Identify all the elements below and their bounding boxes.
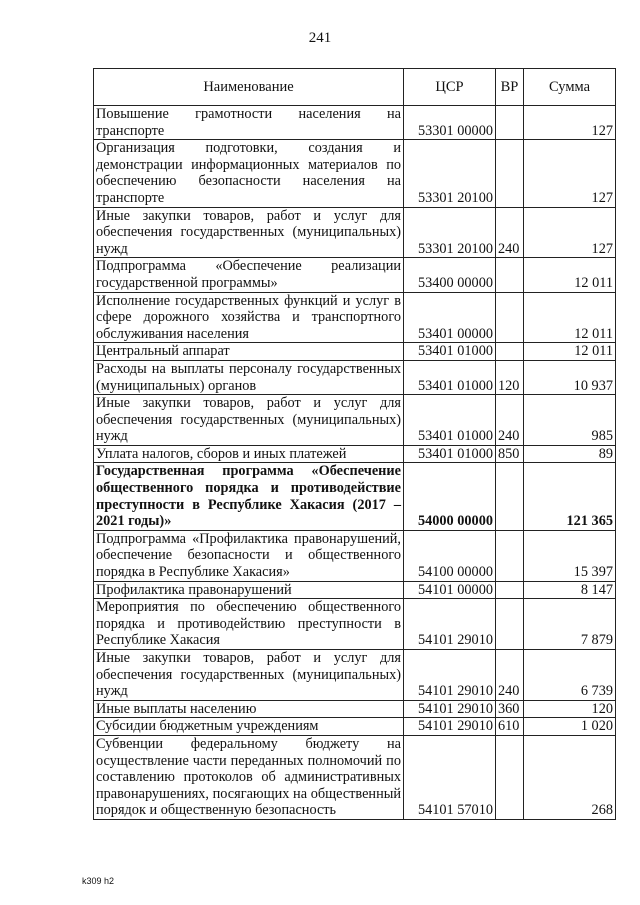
table-row — [94, 445, 616, 463]
cell-csr: 53400 00000 — [404, 258, 496, 292]
cell-sum: 7 879 — [524, 599, 616, 650]
cell-csr: 53401 00000 — [404, 292, 496, 343]
cell-sum: 127 — [524, 106, 616, 140]
cell-sum: 121 365 — [524, 463, 616, 530]
cell-vr: 120 — [496, 360, 524, 394]
cell-sum: 985 — [524, 395, 616, 446]
cell-csr: 53401 01000 — [404, 395, 496, 446]
header-vr: ВР — [496, 69, 524, 106]
footer-code: k309 h2 — [82, 876, 115, 886]
cell-sum: 8 147 — [524, 581, 616, 599]
table-row — [94, 395, 616, 446]
cell-csr: 53301 20100 — [404, 207, 496, 258]
cell-name: Иные закупки товаров, работ и услуг для обеспечения государственных (муниципальных) нужд — [94, 207, 404, 258]
table-row — [94, 700, 616, 718]
cell-csr: 54100 00000 — [404, 530, 496, 581]
cell-name: Исполнение государственных функций и услуг в сфере дорожного хозяйства и транспортного обслуживания населения — [94, 292, 404, 343]
cell-vr — [496, 735, 524, 819]
cell-vr: 850 — [496, 445, 524, 463]
table-row — [94, 581, 616, 599]
table-row — [94, 599, 616, 650]
cell-csr: 53401 01000 — [404, 445, 496, 463]
cell-name: Подпрограмма «Профилактика правонарушений, обеспечение безопасности и общественного порядка в Республике Хакасия» — [94, 530, 404, 581]
budget-table — [93, 68, 616, 820]
cell-sum: 6 739 — [524, 650, 616, 701]
cell-vr — [496, 292, 524, 343]
table-row — [94, 207, 616, 258]
header-name: Наименование — [94, 69, 404, 106]
cell-vr: 360 — [496, 700, 524, 718]
cell-name: Повышение грамотности населения на транспорте — [94, 106, 404, 140]
table-header-row — [94, 69, 616, 106]
cell-vr — [496, 258, 524, 292]
header-sum: Сумма — [524, 69, 616, 106]
cell-csr: 53301 00000 — [404, 106, 496, 140]
cell-csr: 53301 20100 — [404, 140, 496, 207]
cell-sum: 12 011 — [524, 292, 616, 343]
cell-vr — [496, 140, 524, 207]
cell-name: Подпрограмма «Обеспечение реализации государственной программы» — [94, 258, 404, 292]
table-row — [94, 735, 616, 819]
cell-vr: 610 — [496, 718, 524, 736]
cell-csr: 54101 29010 — [404, 700, 496, 718]
cell-sum: 268 — [524, 735, 616, 819]
cell-vr — [496, 530, 524, 581]
cell-name: Профилактика правонарушений — [94, 581, 404, 599]
cell-vr — [496, 106, 524, 140]
cell-name: Расходы на выплаты персоналу государственных (муниципальных) органов — [94, 360, 404, 394]
cell-name: Организация подготовки, создания и демонстрации информационных материалов по обеспечению безопасности населения на транспорте — [94, 140, 404, 207]
table-row — [94, 343, 616, 361]
cell-vr — [496, 599, 524, 650]
cell-sum: 12 011 — [524, 343, 616, 361]
table-row — [94, 258, 616, 292]
cell-csr: 54000 00000 — [404, 463, 496, 530]
cell-name: Государственная программа «Обеспечение общественного порядка и противодействие преступности в Республике Хакасия (2017 – 2021 годы)» — [94, 463, 404, 530]
table-row — [94, 360, 616, 394]
cell-sum: 15 397 — [524, 530, 616, 581]
cell-vr: 240 — [496, 207, 524, 258]
cell-name: Субвенции федеральному бюджету на осуществление части переданных полномочий по составлению протоколов об административных правонарушениях, посягающих на общественный порядок и общественную безопасность — [94, 735, 404, 819]
cell-name: Мероприятия по обеспечению общественного порядка и противодействию преступности в Республике Хакасия — [94, 599, 404, 650]
cell-name: Иные закупки товаров, работ и услуг для обеспечения государственных (муниципальных) нужд — [94, 395, 404, 446]
cell-sum: 127 — [524, 207, 616, 258]
table-row — [94, 106, 616, 140]
cell-sum: 12 011 — [524, 258, 616, 292]
cell-csr: 54101 57010 — [404, 735, 496, 819]
table-row — [94, 292, 616, 343]
cell-vr: 240 — [496, 650, 524, 701]
cell-csr: 54101 29010 — [404, 718, 496, 736]
cell-csr: 54101 00000 — [404, 581, 496, 599]
table-row — [94, 650, 616, 701]
cell-sum: 10 937 — [524, 360, 616, 394]
table-row — [94, 718, 616, 736]
cell-csr: 54101 29010 — [404, 650, 496, 701]
cell-csr: 54101 29010 — [404, 599, 496, 650]
header-csr: ЦСР — [404, 69, 496, 106]
table-body — [94, 106, 616, 820]
table-row — [94, 530, 616, 581]
table-row — [94, 140, 616, 207]
cell-name: Иные выплаты населению — [94, 700, 404, 718]
cell-vr — [496, 343, 524, 361]
cell-name: Уплата налогов, сборов и иных платежей — [94, 445, 404, 463]
cell-sum: 89 — [524, 445, 616, 463]
cell-sum: 120 — [524, 700, 616, 718]
cell-name: Субсидии бюджетным учреждениям — [94, 718, 404, 736]
page-number: 241 — [308, 30, 332, 46]
cell-csr: 53401 01000 — [404, 360, 496, 394]
cell-name: Центральный аппарат — [94, 343, 404, 361]
table-row — [94, 463, 616, 530]
cell-vr — [496, 581, 524, 599]
cell-vr: 240 — [496, 395, 524, 446]
cell-vr — [496, 463, 524, 530]
cell-sum: 127 — [524, 140, 616, 207]
cell-csr: 53401 01000 — [404, 343, 496, 361]
cell-name: Иные закупки товаров, работ и услуг для обеспечения государственных (муниципальных) нужд — [94, 650, 404, 701]
cell-sum: 1 020 — [524, 718, 616, 736]
